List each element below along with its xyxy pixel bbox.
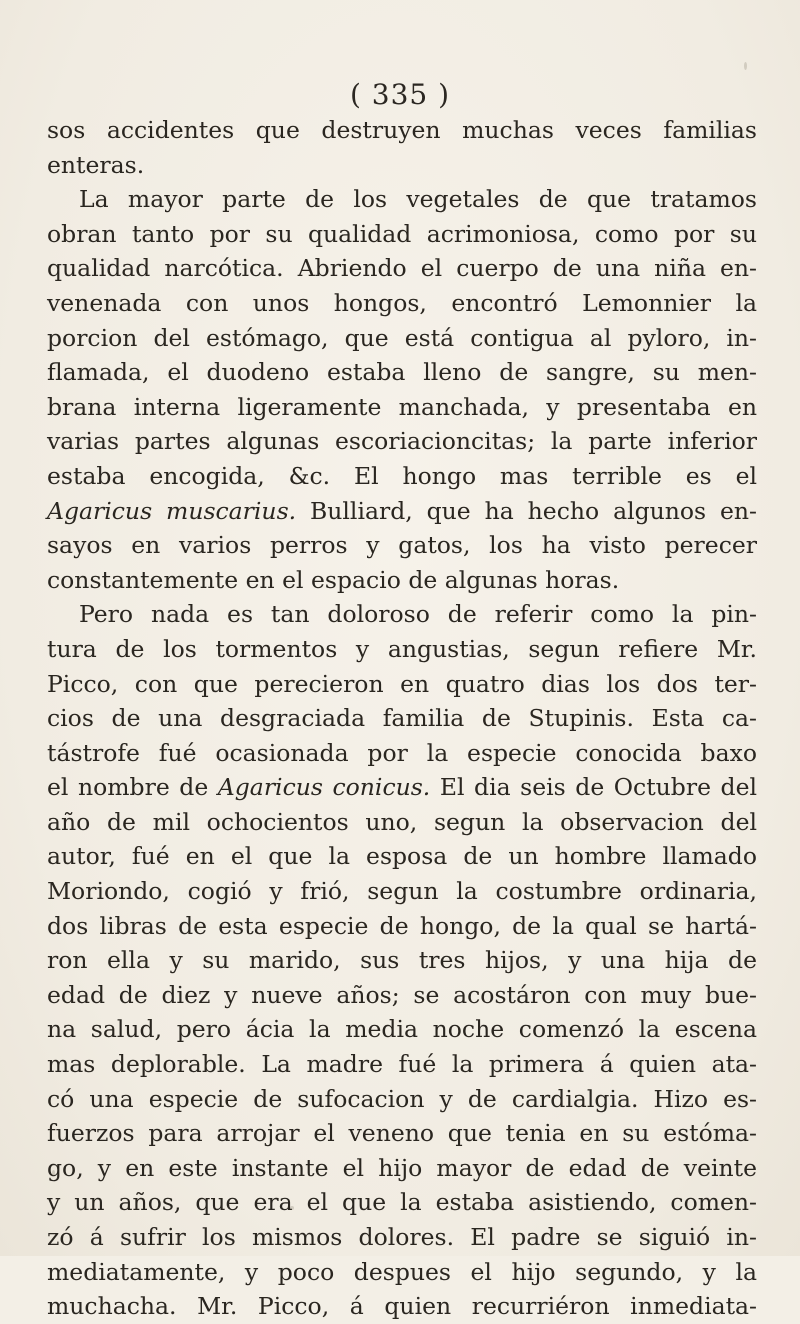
text-line: Agaricus muscarius. Bulliard, que ha hecho algunos en- bbox=[47, 496, 757, 525]
text-line: edad de diez y nueve años; se acostáron con muy bue- bbox=[47, 980, 757, 1009]
text-line: có una especie de sufocacion y de cardialgia. Hizo es- bbox=[47, 1084, 757, 1113]
text-line: flamada, el duodeno estaba lleno de sangre, su men- bbox=[47, 358, 757, 387]
speck-mark bbox=[290, 1206, 294, 1210]
text-line: constantemente en el espacio de algunas horas. bbox=[47, 565, 620, 594]
text-line: sayos en varios perros y gatos, los ha visto perecer bbox=[47, 531, 757, 560]
text-line: qualidad narcótica. Abriendo el cuerpo de una niña en- bbox=[47, 254, 757, 283]
text-line: año de mil ochocientos uno, segun la observacion del bbox=[47, 807, 757, 836]
text-line: Picco, con que perecieron en quatro dias los dos ter- bbox=[47, 669, 757, 698]
text-line: estaba encogida, &c. El hongo mas terrible es el bbox=[47, 461, 757, 490]
speck-mark bbox=[52, 1170, 55, 1176]
speck-mark bbox=[744, 62, 747, 70]
text-line: ron ella y su marido, sus tres hijos, y una hija de bbox=[47, 946, 757, 975]
text-line: sos accidentes que destruyen muchas veces familias bbox=[47, 116, 757, 144]
text-line: obran tanto por su qualidad acrimoniosa, como por su bbox=[47, 219, 757, 248]
text-line: venenada con unos hongos, encontró Lemonnier la bbox=[47, 288, 757, 317]
text-line: Moriondo, cogió y frió, segun la costumbre ordinaria, bbox=[47, 877, 757, 906]
text-line: tástrofe fué ocasionada por la especie conocida baxo bbox=[47, 738, 757, 767]
text-line: y un años, que era el que la estaba asistiendo, comen- bbox=[47, 1188, 757, 1217]
text-line: el nombre de Agaricus conicus. El dia seis de Octubre del bbox=[47, 773, 757, 802]
text-line: cios de una desgraciada familia de Stupinis. Esta ca- bbox=[47, 704, 757, 733]
text-line: autor, fué en el que la esposa de un hombre llamado bbox=[47, 842, 757, 871]
text-line: dos libras de esta especie de hongo, de la qual se hartá- bbox=[47, 911, 757, 940]
text-line: tura de los tormentos y angustias, segun refiere Mr. bbox=[47, 634, 757, 663]
text-line: fuerzos para arrojar el veneno que tenia en su estóma- bbox=[47, 1119, 757, 1148]
text-line: mediatamente, y poco despues el hijo segundo, y la bbox=[47, 1257, 757, 1286]
text-line: enteras. bbox=[47, 150, 145, 179]
text-line: muchacha. Mr. Picco, á quien recurriéron inmediata- bbox=[47, 1292, 757, 1321]
text-line: brana interna ligeramente manchada, y presentaba en bbox=[47, 392, 757, 421]
text-line: zó á sufrir los mismos dolores. El padre se siguió in- bbox=[47, 1223, 757, 1251]
text-line: varias partes algunas escoriacioncitas; la parte inferior bbox=[47, 427, 757, 456]
body-text bbox=[47, 113, 757, 1324]
page-number: ( 335 ) bbox=[349, 78, 451, 111]
text-line: go, y en este instante el hijo mayor de edad de veinte bbox=[47, 1153, 757, 1182]
text-line: porcion del estómago, que está contigua al pyloro, in- bbox=[47, 323, 757, 352]
text-line: Pero nada es tan doloroso de referir como la pin- bbox=[79, 600, 757, 629]
text-line: na salud, pero ácia la media noche comenzó la escena bbox=[47, 1015, 757, 1044]
text-line: mas deplorable. La madre fué la primera á quien ata- bbox=[47, 1050, 757, 1079]
text-line: La mayor parte de los vegetales de que tratamos bbox=[79, 185, 757, 214]
